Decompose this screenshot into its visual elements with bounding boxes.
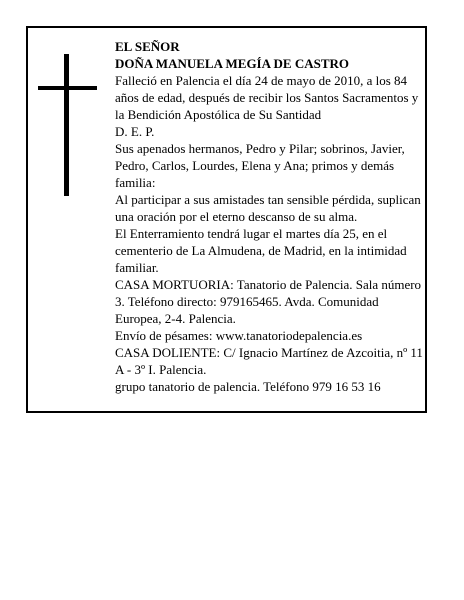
prayer-request-paragraph: Al participar a sus amistades tan sensible pérdida, suplican una oración por el eterno descanso de su alma. (115, 192, 421, 224)
burial-paragraph: El Enterramiento tendrá lugar el martes día 25, en el cementerio de La Almudena, de Madrid, en la intimidad familiar. (115, 226, 407, 275)
notice-heading: EL SEÑOR (115, 39, 180, 54)
death-details-paragraph: Falleció en Palencia el día 24 de mayo de 2010, a los 84 años de edad, después de recibir los Santos Sacramentos y la Bendición Apostólica de Su Santidad (115, 73, 419, 122)
obituary-text (115, 38, 423, 395)
condolences-line: Envío de pésames: www.tanatoriodepalencia.es (115, 328, 363, 343)
family-home-paragraph: CASA DOLIENTE: C/ Ignacio Martínez de Azcoitia, nº 11 A - 3º I. Palencia. (115, 345, 423, 377)
deceased-name: DOÑA MANUELA MEGÍA DE CASTRO (115, 56, 350, 71)
cross-horizontal-bar (38, 86, 97, 90)
funeral-home-paragraph: CASA MORTUORIA: Tanatorio de Palencia. Sala número 3. Teléfono directo: 979165465. Avda. Comunidad Europea, 2-4. Palencia. (115, 277, 422, 326)
family-paragraph: Sus apenados hermanos, Pedro y Pilar; sobrinos, Javier, Pedro, Carlos, Lourdes, Elena y Ana; primos y demás familia: (115, 141, 405, 190)
dep-line: D. E. P. (115, 124, 155, 139)
funeral-group-line: grupo tanatorio de palencia. Teléfono 979 16 53 16 (115, 379, 381, 394)
cross-vertical-bar (64, 54, 69, 196)
